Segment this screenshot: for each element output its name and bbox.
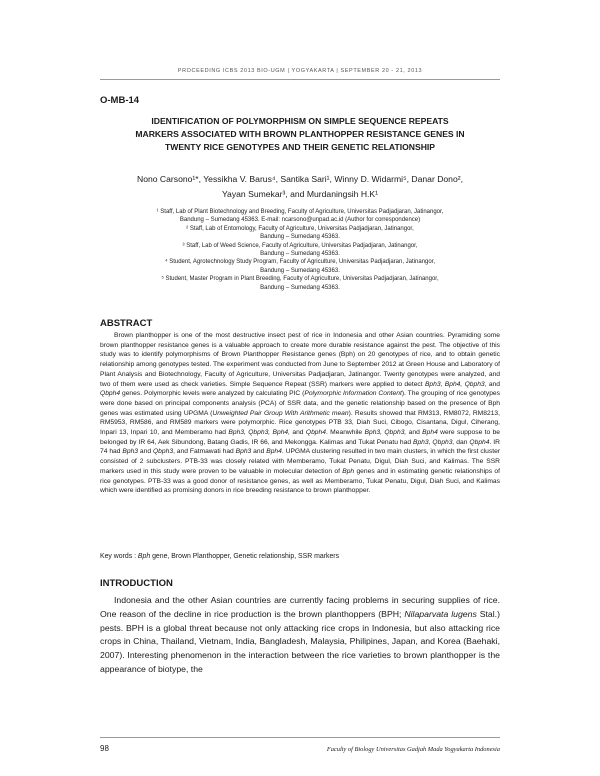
text-run: . IR 74 had [100, 438, 500, 456]
italic-term: Bph3 [235, 448, 252, 456]
text-run: dan [454, 438, 470, 446]
introduction-heading: INTRODUCTION [100, 578, 173, 589]
text-run: ). Results showed that RM313, RM8072, RM8213, RM5953, RM586, and RM589 markers were polymorphic. Rice genotypes PTB 33, Diah Suci, Cibogo, Cisantana, Digul, Ciherang, Inpari 13, Inpari 10, and Memberamo had [100, 409, 500, 437]
affiliation-line: ⁵ Student, Master Program in Plant Breeding, Faculty of Agriculture, Universitas Padjadjaran, Jatinangor, [161, 276, 439, 283]
text-run: . UPGMA clustering resulted in two main clusters, in which the first cluster consisted of 2 subclusters. PTB-33 was closely related with Memberamo, Tukat Penatu, Digul, Diah Suci, and Kalimas. The SSR markers used in this study were proven to be valuable in molecular detection of [100, 448, 501, 475]
italic-term: Bph [342, 467, 355, 475]
footer-rule [100, 737, 500, 738]
italic-term: Bph3, Bph4, Qbph3, [424, 380, 487, 388]
italic-term: Nilaparvata lugens [404, 608, 477, 619]
affiliation-line: ¹ Staff, Lab of Plant Biotechnology and Breeding, Faculty of Agriculture, Universitas Padjadjaran, Jatinangor, [156, 209, 444, 215]
text-run: and [406, 429, 423, 437]
text-run: . Meanwhile [325, 429, 365, 437]
text-run: and [251, 448, 267, 456]
italic-term: Qbph4 [100, 390, 121, 398]
author-list [100, 172, 500, 202]
affiliation-line: ³ Staff, Lab of Weed Science, Faculty of Agriculture, Universitas Padjadjaran, Jatinangor, [182, 242, 418, 249]
title-line: IDENTIFICATION OF POLYMORPHISM ON SIMPLE SEQUENCE REPEATS [151, 116, 449, 126]
text-run: , and Fatmawati had [173, 448, 236, 456]
footer-text: Faculty of Biology Universitas Gadjah Mada Yogyakarta Indonesia [326, 746, 500, 753]
running-header: PROCEEDING ICBS 2013 BIO-UGM | YOGYAKARTA | SEPTEMBER 20 - 21, 2013 [177, 68, 423, 74]
text-run: ). The grouping of rice genotypes were done based on principal components analysis (PCA) of SSR data, and the genetic relationship based on the presence of Bph genes was estimated using UPGMA ( [100, 390, 500, 417]
italic-term: Bph3, Qbph3, [413, 438, 455, 446]
keywords [100, 552, 500, 561]
text-run: were suppose to be belonged by IR 64, Aek Sibundong, Batang Gadis, IR 66, and Mekongga. Kalimas and Tukat Penatu had [100, 429, 501, 446]
italic-term: Bph3 [122, 448, 139, 456]
introduction-body [100, 594, 500, 677]
abstract-paragraph [100, 331, 500, 496]
keywords-rest: gene, Brown Planthopper, Genetic relationship, SSR markers [150, 553, 340, 560]
abstract-heading: ABSTRACT [100, 318, 153, 329]
italic-term: Bph3, Qbph3, Bph4, [228, 429, 290, 437]
affiliation-line: ⁴ Student, Agrotechnology Study Program, Faculty of Agriculture, Universitas Padjadjaran, Jatinangor, [164, 259, 436, 266]
title-line: MARKERS ASSOCIATED WITH BROWN PLANTHOPPER RESISTANCE GENES IN [135, 129, 465, 139]
italic-term: Polymorphic Information Content [304, 390, 402, 398]
author-line: Yayan Sumekar³, and Murdaningsih H.K¹ [221, 189, 379, 199]
affiliation-line: Bandung – Sumedang 45363. [260, 234, 340, 241]
paper-title [100, 115, 500, 154]
affiliation-line: Bandung – Sumedang 45363. [260, 251, 340, 258]
author-line: Nono Carsono¹*, Yessikha V. Barus⁴, Santika Sari¹, Winny D. Widarmi⁵, Danar Dono², [137, 174, 463, 184]
text-run: Indonesia and the other Asian countries are currently facing problems in securing supplies of rice. One reason of the decline in rice production is the brown planthoppers (BPH; [100, 595, 500, 619]
text-run: Stal.) pests. BPH is a global threat because not only attacking rice crops in Indonesia, but also attacking rice crops in China, Thailand, Vietnam, India, Bangladesh, Malaysia, Philipines, Japan, and Korea (Baehaki, 2007). Interesting phenomenon in the interaction between the rice varieties to brown planthopper is the appearance of biotype, the [100, 608, 500, 674]
italic-term: Bph4 [422, 429, 438, 437]
keywords-label: Key words : [100, 553, 138, 560]
text-run: Brown planthopper is one of the most destructive insect pest of rice in Indonesia and other Asian countries. Pyramiding some brown planthopper resistance genes is a valuable approach to create more durable resistance against the pest. The objective of this study was to identify polymorphisms of Brown Planthopper Resistance genes (Bph) on 20 genotypes of rice, and to obtain genetic relationship among genotypes tested. The experiment was conducted from June to September 2012 at Green House and Laboratory of Plant Analysis and Biotechnology, Faculty of Agriculture, Universitas Padjadjaran, Jatinangor. Twenty genotypes were analyzed, and two of them were used as check varieties. Simple Sequence Repeat (SSR) markers were applied to detect [100, 332, 500, 388]
affiliation-line: ² Staff, Lab of Entomology, Faculty of Agriculture, Universitas Padjadjaran, Jatinangor, [186, 225, 414, 232]
text-run: and [138, 448, 153, 456]
affiliation-line: Bandung – Sumedang 45363. E-mail: ncarsono@unpad.ac.id (Author for correspondence) [179, 217, 421, 224]
text-run: genes and in estimating genetic relationships of rice genotypes. PTB-33 was a good donor of resistance genes, as well as Memberamo, Tukat Penatu, Digul, Diah Suci, and Kalimas which were identified as promising donors in rice breeding resistance to brown planthopper. [100, 467, 500, 495]
text-run: and [290, 429, 306, 437]
text-run: genes. Polymorphic levels were analyzed by calculating PIC ( [120, 390, 305, 398]
text-run: and [486, 380, 500, 388]
title-line: TWENTY RICE GENOTYPES AND THEIR GENETIC RELATIONSHIP [164, 142, 436, 152]
italic-term: Bph3, Qbph3, [364, 429, 407, 437]
italic-term: Bph4 [266, 448, 282, 456]
keywords-first: Bph [137, 553, 151, 560]
affiliation-line: Bandung – Sumedang 45363. [260, 284, 340, 291]
italic-term: Qbph4 [469, 438, 490, 446]
italic-term: Qbph4 [305, 429, 326, 437]
header-rule [100, 79, 500, 80]
italic-term: Qbph3 [152, 448, 174, 456]
introduction-paragraph [100, 594, 500, 677]
affiliations [100, 208, 500, 292]
page-number: 98 [100, 744, 109, 753]
abstract-body [100, 331, 500, 496]
affiliation-line: Bandung – Sumedang 45363. [260, 267, 340, 274]
italic-term: Unweighted Pair Group With Arithmetic mean [212, 409, 349, 417]
paper-code: O-MB-14 [100, 95, 140, 106]
